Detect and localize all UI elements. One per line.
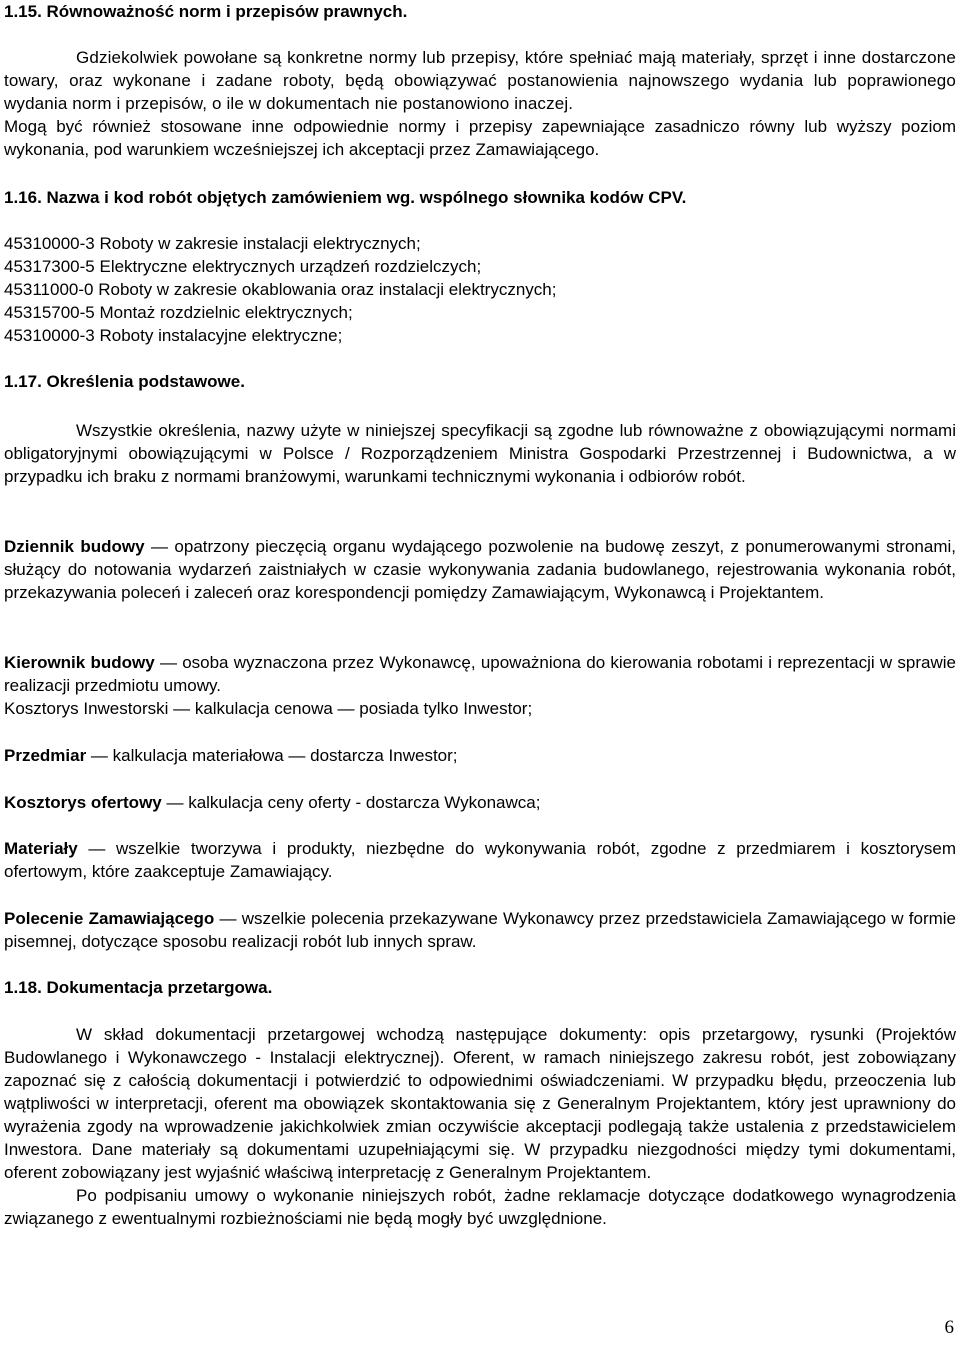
section-heading-1-16: 1.16. Nazwa i kod robót objętych zamówieniem wg. wspólnego słownika kodów CPV. [4, 188, 687, 207]
definition-text: — wszelkie polecenia przekazywane Wykonawcy przez przedstawiciela Zamawiającego w formie pisemnej, dotyczące sposobu realizacji robót lub innych spraw. [4, 909, 957, 951]
definition-bill-of-quantities [4, 744, 956, 767]
paragraph-no-claims: Po podpisaniu umowy o wykonanie niniejszych robót, żadne reklamacje dotyczące dodatkowego wynagrodzenia związanego z ewentualnymi rozbieżnościami nie będą mogły być uwzględnione. [4, 1186, 956, 1228]
definition-term: Dziennik budowy [4, 537, 145, 556]
section-heading-1-18: 1.18. Dokumentacja przetargowa. [4, 978, 273, 997]
definition-text: — kalkulacja materiałowa — dostarcza Inwestor; [86, 746, 458, 765]
definition-term: Kierownik budowy [4, 653, 155, 672]
definition-term: Przedmiar [4, 746, 87, 765]
definition-investor-estimate: Kosztorys Inwestorski — kalkulacja cenowa — posiada tylko Inwestor; [4, 699, 533, 718]
section-heading-1-17: 1.17. Określenia podstawowe. [4, 372, 245, 391]
paragraph-definitions-intro: Wszystkie określenia, nazwy użyte w niniejszej specyfikacji są zgodne lub równoważne z obowiązującymi normami obligatoryjnymi obowiązującymi w Polsce / Rozporządzeniem Ministra Gospodarki Przestrzennej i Budownictwa, a w przypadku ich braku z normami branżowymi, warunkami technicznymi wykonania i odbiorów robót. [4, 421, 956, 486]
section-body-1-18 [4, 1023, 956, 1230]
paragraph-equivalence: Gdziekolwiek powołane są konkretne normy lub przepisy, które spełniać mają materiały, sprzęt i inne dostarczone towary, oraz wykonane i zadane roboty, będą obowiązywać postanowienia najnowszego wydania lub poprawionego wydania norm i przepisów, o ile w dokumentach nie postanowiono inaczej. [4, 48, 956, 113]
paragraph-other-norms: Mogą być również stosowane inne odpowiednie normy i przepisy zapewniające zasadniczo równy lub wyższy poziom wykonania, pod warunkiem wcześniejszej ich akceptacji przez Zamawiającego. [4, 117, 956, 159]
definition-client-instruction [4, 907, 956, 953]
list-item: 45315700-5 Montaż rozdzielnic elektrycznych; [4, 303, 353, 322]
list-item: 45310000-3 Roboty instalacyjne elektryczne; [4, 326, 343, 345]
cpv-code-list [4, 232, 556, 347]
section-body-1-15 [4, 46, 956, 161]
paragraph-tender-documents: W skład dokumentacji przetargowej wchodzą następujące dokumenty: opis przetargowy, rysunki (Projektów Budowlanego i Wykonawczego - Instalacji elektrycznej). Oferent, w ramach niniejszego zakresu robót, jest zobowiązany zapoznać się z całością dokumentacji i potwierdzić to odpowiednimi oświadczeniami. W przypadku błędu, przeoczenia lub wątpliwości w interpretacji, oferent ma obowiązek skontaktowania się z Generalnym Projektantem, który jest uprawniony do wyrażenia zgody na wprowadzenie jakichkolwiek zmian oczywiście akceptacji podlegają także ustalenia z przedstawicielem Inwestora. Dane materiały są dokumentami uzupełniającymi się. W przypadku niezgodności między tymi dokumentami, oferent zobowiązany jest wyjaśnić właściwą interpretację z Generalnym Projektantem. [4, 1025, 956, 1182]
definition-text: — wszelkie tworzywa i produkty, niezbędne do wykonywania robót, zgodne z przedmiarem i kosztorysem ofertowym, które zaakceptuje Zamawiający. [4, 839, 956, 881]
section-heading-1-15: 1.15. Równoważność norm i przepisów prawnych. [4, 2, 408, 21]
definition-term: Kosztorys ofertowy [4, 793, 162, 812]
list-item: 45310000-3 Roboty w zakresie instalacji elektrycznych; [4, 234, 421, 253]
definition-site-manager [4, 651, 956, 697]
page-number: 6 [944, 1317, 954, 1338]
definition-text: — kalkulacja ceny oferty - dostarcza Wykonawca; [161, 793, 541, 812]
definition-materials [4, 837, 956, 883]
definition-text: — opatrzony pieczęcią organu wydającego pozwolenie na budowę zeszyt, z ponumerowanymi stronami, służący do notowania wydarzeń zaistniałych w czasie wykonywania zadania budowlanego, rejestrowania wykonania robót, przekazywania poleceń i zaleceń oraz korespondencji pomiędzy Zamawiającym, Wykonawcą i Projektantem. [4, 537, 956, 602]
list-item: 45317300-5 Elektryczne elektrycznych urządzeń rozdzielczych; [4, 257, 482, 276]
definition-term: Materiały [4, 839, 78, 858]
list-item: 45311000-0 Roboty w zakresie okablowania oraz instalacji elektrycznych; [4, 280, 557, 299]
definition-term: Polecenie Zamawiającego [4, 909, 215, 928]
definition-text: — osoba wyznaczona przez Wykonawcę, upoważniona do kierowania robotami i reprezentacji w sprawie realizacji przedmiotu umowy. [4, 653, 956, 695]
definition-site-diary [4, 535, 956, 604]
definition-offer-estimate [4, 791, 956, 814]
